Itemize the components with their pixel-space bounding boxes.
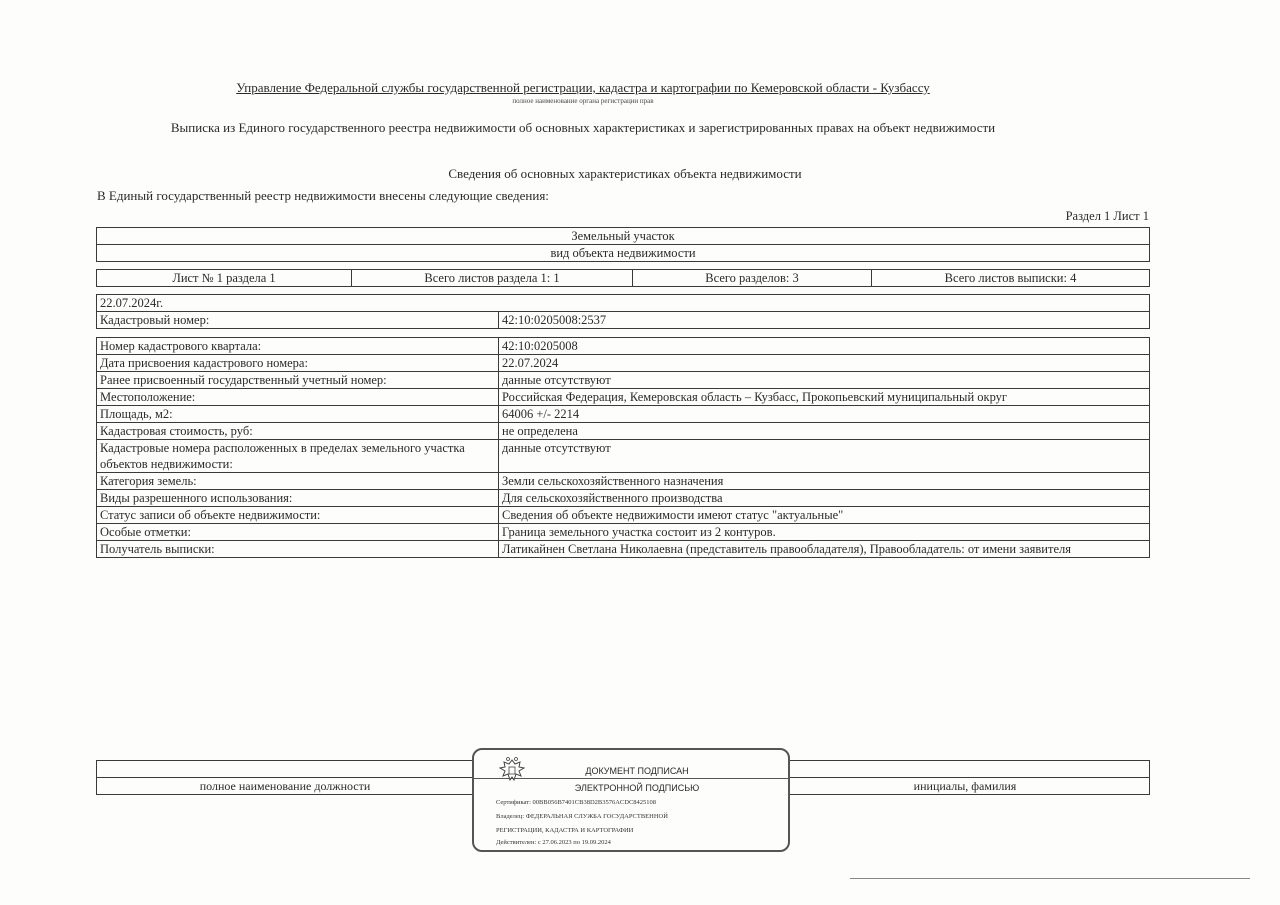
document-title: Выписка из Единого государственного реестра недвижимости об основных характеристиках и зарегистрированных правах на объект недвижимости — [170, 120, 996, 135]
bottom-rule — [850, 878, 1250, 879]
sheets-table — [96, 269, 1150, 287]
organization-caption: полное наименование органа регистрации прав — [512, 97, 654, 105]
stamp-divider — [472, 778, 788, 779]
total-sheets-section: Всего листов раздела 1: 1 — [352, 270, 633, 287]
characteristic-row — [97, 338, 1150, 355]
intro-text: В Единый государственный реестр недвижимости внесены следующие сведения: — [97, 188, 549, 203]
characteristic-row — [97, 541, 1150, 558]
characteristic-row — [97, 406, 1150, 423]
characteristic-value: Сведения об объекте недвижимости имеют статус "актуальные" — [499, 507, 1150, 524]
total-sections: Всего разделов: 3 — [633, 270, 872, 287]
characteristic-value: Граница земельного участка состоит из 2 контуров. — [499, 524, 1150, 541]
characteristic-label: Статус записи об объекте недвижимости: — [97, 507, 499, 524]
stamp-certificate: Сертификат: 00BB056B7401CB38D2B3576ACDC8425108 — [496, 799, 657, 806]
characteristic-value: данные отсутствуют — [499, 440, 1150, 473]
characteristic-row — [97, 423, 1150, 440]
characteristic-value: не определена — [499, 423, 1150, 440]
total-sheets-extract: Всего листов выписки: 4 — [872, 270, 1150, 287]
characteristic-label: Кадастровые номера расположенных в пределах земельного участка объектов недвижимости: — [97, 440, 499, 473]
characteristic-label: Виды разрешенного использования: — [97, 490, 499, 507]
electronic-signature-stamp — [472, 748, 790, 852]
stamp-owner-1: Владелец: ФЕДЕРАЛЬНАЯ СЛУЖБА ГОСУДАРСТВЕННОЙ — [496, 813, 668, 820]
characteristic-value: данные отсутствуют — [499, 372, 1150, 389]
stamp-owner-2: РЕГИСТРАЦИИ, КАДАСТРА И КАРТОГРАФИИ — [496, 827, 634, 834]
position-caption: полное наименование должности — [97, 778, 474, 795]
name-caption: инициалы, фамилия — [781, 778, 1150, 795]
stamp-validity: Действителен: с 27.06.2023 по 19.09.2024 — [496, 839, 611, 846]
characteristic-row — [97, 507, 1150, 524]
name-field — [781, 761, 1150, 778]
characteristic-row — [97, 355, 1150, 372]
characteristic-row — [97, 473, 1150, 490]
characteristic-value: Российская Федерация, Кемеровская область – Кузбасс, Прокопьевский муниципальный округ — [499, 389, 1150, 406]
characteristic-label: Ранее присвоенный государственный учетный номер: — [97, 372, 499, 389]
characteristic-row — [97, 490, 1150, 507]
characteristic-value: 42:10:0205008 — [499, 338, 1150, 355]
stamp-line-2: ЭЛЕКТРОННОЙ ПОДПИСЬЮ — [574, 783, 700, 793]
characteristic-label: Номер кадастрового квартала: — [97, 338, 499, 355]
characteristic-label: Площадь, м2: — [97, 406, 499, 423]
characteristic-label: Дата присвоения кадастрового номера: — [97, 355, 499, 372]
characteristic-label: Категория земель: — [97, 473, 499, 490]
characteristic-row — [97, 440, 1150, 473]
characteristics-table — [96, 337, 1150, 558]
characteristic-label: Получатель выписки: — [97, 541, 499, 558]
record-head-table — [96, 294, 1150, 329]
characteristic-label: Особые отметки: — [97, 524, 499, 541]
characteristic-value: 22.07.2024 — [499, 355, 1150, 372]
characteristic-row — [97, 389, 1150, 406]
object-kind-table — [96, 227, 1150, 262]
characteristic-label: Кадастровая стоимость, руб: — [97, 423, 499, 440]
characteristic-row — [97, 524, 1150, 541]
position-field — [97, 761, 474, 778]
characteristic-value: Для сельскохозяйственного производства — [499, 490, 1150, 507]
characteristic-label: Местоположение: — [97, 389, 499, 406]
sheet-number: Лист № 1 раздела 1 — [97, 270, 352, 287]
characteristic-value: Земли сельскохозяйственного назначения — [499, 473, 1150, 490]
object-kind-caption: вид объекта недвижимости — [97, 245, 1150, 262]
cadastral-number-label: Кадастровый номер: — [97, 312, 499, 329]
object-kind: Земельный участок — [97, 228, 1150, 245]
characteristic-value: 64006 +/- 2214 — [499, 406, 1150, 423]
section-label: Раздел 1 Лист 1 — [1065, 209, 1149, 223]
cadastral-number-value: 42:10:0205008:2537 — [499, 312, 1150, 329]
stamp-line-1: ДОКУМЕНТ ПОДПИСАН — [585, 766, 689, 776]
characteristic-row — [97, 372, 1150, 389]
organization-name: Управление Федеральной службы государственной регистрации, кадастра и картографии по Кемеровской области - Кузбассу — [236, 80, 930, 95]
record-date: 22.07.2024г. — [97, 295, 1150, 312]
characteristic-value: Латикайнен Светлана Николаевна (представитель правообладателя), Правообладатель: от имени заявителя — [499, 541, 1150, 558]
section-heading: Сведения об основных характеристиках объекта недвижимости — [448, 166, 802, 181]
